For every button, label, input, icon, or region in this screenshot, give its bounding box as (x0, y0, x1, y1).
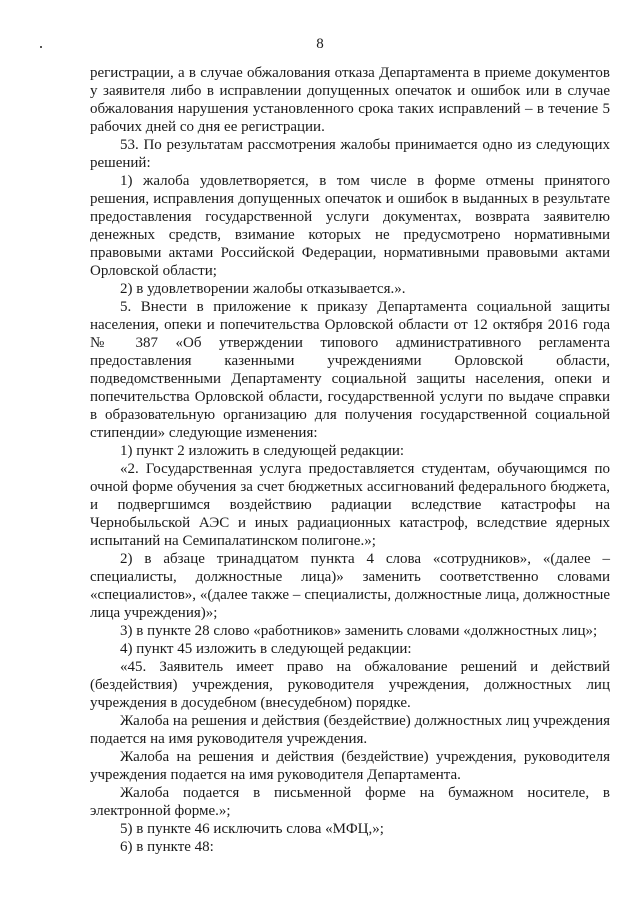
paragraph-change-6: 6) в пункте 48: (120, 839, 214, 855)
document-body (90, 64, 610, 856)
paragraph-change-5: 5) в пункте 46 исключить слова «МФЦ,»; (120, 821, 384, 837)
paragraph-change-3: 3) в пункте 28 слово «работников» заменить словами «должностных лиц»; (120, 623, 598, 639)
paragraph-change-4: 4) пункт 45 изложить в следующей редакции: (120, 641, 412, 657)
paragraph-registration-continuation: регистрации, а в случае обжалования отказа Департамента в приеме документов у заявителя либо в исправлении допущенных опечаток и ошибок или в случае обжалования нарушения установленного срока таких исправлений – в течение 5 рабочих дней со дня ее регистрации. (90, 65, 610, 135)
paragraph-complaint-institution: Жалоба на решения и действия (бездействие) учреждения, руководителя учреждения подается на имя руководителя Департамента. (90, 749, 610, 783)
paragraph-item-53: 53. По результатам рассмотрения жалобы принимается одно из следующих решений: (90, 137, 610, 171)
paragraph-complaint-form: Жалоба подается в письменной форме на бумажном носителе, в электронной форме.»; (90, 785, 610, 819)
paragraph-decision-2: 2) в удовлетворении жалобы отказывается.». (120, 281, 406, 297)
paragraph-complaint-officials: Жалоба на решения и действия (бездействие) должностных лиц учреждения подается на имя руководителя учреждения. (90, 713, 610, 747)
page-number: 8 (316, 36, 324, 52)
paragraph-decision-1: 1) жалоба удовлетворяется, в том числе в форме отмены принятого решения, исправления допущенных опечаток и ошибок в выданных в результате предоставления государственной услуги документах, возврата заявителю денежных средств, взимание которых не предусмотрено нормативными правовыми актами Российской Федерации, нормативными правовыми актами Орловской области; (90, 173, 610, 279)
paragraph-change-2: 2) в абзаце тринадцатом пункта 4 слова «сотрудников», «(далее – специалисты, должностные лица)» заменить соответственно словами «специалистов», «(далее также – специалисты, должностные лица, должностные лица учреждения)»; (90, 551, 610, 621)
paragraph-item-5: 5. Внести в приложение к приказу Департамента социальной защиты населения, опеки и попечительства Орловской области от 12 октября 2016 года № 387 «Об утверждении типового административного регламента предоставления казенными учреждениями Орловской области, подведомственными Департаменту социальной защиты населения, опеки и попечительства Орловской области, государственной услуги по выдаче справки в образовательную организацию для получения государственной социальной стипендии» следующие изменения: (90, 299, 610, 441)
paragraph-quote-item-2: «2. Государственная услуга предоставляется студентам, обучающимся по очной форме обучения за счет бюджетных ассигнований федерального бюджета, и подвергшимся воздействию радиации вследствие катастрофы на Чернобыльской АЭС и иных радиационных катастроф, вследствие ядерных испытаний на Семипалатинском полигоне.»; (90, 461, 610, 549)
paragraph-quote-item-45: «45. Заявитель имеет право на обжалование решений и действий (бездействия) учреждения, руководителя учреждения, должностных лиц учреждения в досудебном (внесудебном) порядке. (90, 659, 610, 711)
paragraph-change-1: 1) пункт 2 изложить в следующей редакции: (120, 443, 405, 459)
